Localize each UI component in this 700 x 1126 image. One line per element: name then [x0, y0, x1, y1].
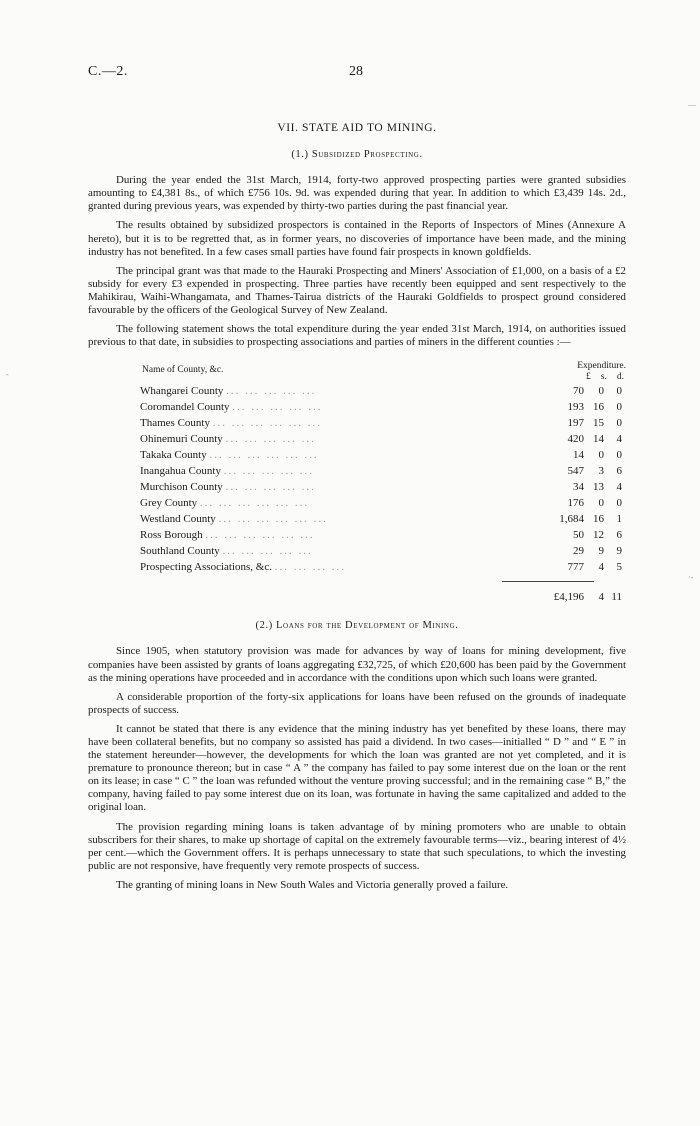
- amount-pounds: 14: [573, 448, 584, 461]
- section-title: VII. STATE AID TO MINING.: [277, 122, 437, 134]
- currency-units: [534, 372, 626, 383]
- amount-pence: 1: [616, 512, 622, 525]
- county-name: Inangahua County: [140, 464, 221, 477]
- amount-pounds: 29: [573, 544, 584, 557]
- subsection-title-loans: (2.) Loans for the Development of Mining.: [255, 620, 459, 632]
- paragraph: The provision regarding mining loans is taken advantage of by mining promoters who are unable to obtain subscribers for their shares, to make up shortage of capital on the extremely favourable terms—viz., bearing interest of 4½ per cent.—which the Government offers. It is perhaps unnecessary to state that such speculations, to which the investing public are not responsive, have frequently very remote prospects of success.: [88, 820, 626, 872]
- table-total-row: [88, 588, 626, 606]
- amount-pounds: 70: [573, 384, 584, 397]
- amount-shillings: 0: [598, 496, 604, 509]
- table-row: [88, 527, 626, 543]
- amount-shillings: 4: [598, 560, 604, 573]
- leader-dots: ... ... ... ... ...: [225, 480, 316, 493]
- leader-dots: ... ... ... ... ...: [226, 384, 317, 397]
- county-name: Westland County: [140, 512, 216, 525]
- amount-pounds: 1,684: [559, 512, 584, 525]
- paragraph: During the year ended the 31st March, 1914, forty-two approved prospecting parties were granted subsidies amounting to £4,381 8s., of which £756 10s. 9d. was expended during that year. In addition to which £3,439 14s. 2d., granted during previous years, was expended by thirty-two parties during the past financial year.: [88, 174, 626, 213]
- table-row: [88, 447, 626, 463]
- amount-shillings: 16: [593, 512, 604, 525]
- column-header-county: Name of County, &c.: [142, 365, 224, 376]
- leader-dots: ... ... ... ... ... ...: [218, 512, 328, 525]
- amount-pence: 0: [616, 384, 622, 397]
- county-name: Whangarei County: [140, 384, 224, 397]
- amount-pence: 0: [616, 400, 622, 413]
- table-row: [88, 479, 626, 495]
- amount-pence: 0: [616, 416, 622, 429]
- page-number: 28: [349, 64, 363, 79]
- unit-shillings: s.: [600, 372, 607, 383]
- amount-shillings: 15: [593, 416, 604, 429]
- amount-pounds: 547: [567, 464, 584, 477]
- table-row: [88, 495, 626, 511]
- amount-pounds: 50: [573, 528, 584, 541]
- amount-shillings: 0: [598, 448, 604, 461]
- paragraph: Since 1905, when statutory provision was made for advances by way of loans for mining development, five companies have been assisted by grants of loans aggregating £32,725, of which £20,600 has been paid by the Government as the mining operations have proceeded and in accordance with the conditions upon which such loans were granted.: [88, 645, 626, 684]
- amount-pence: 6: [616, 464, 622, 477]
- total-rule: [502, 581, 594, 582]
- unit-pounds: £: [586, 372, 591, 383]
- scan-speck: ·-: [688, 573, 694, 582]
- amount-pounds: 777: [567, 560, 584, 573]
- paragraph: A considerable proportion of the forty-six applications for loans have been refused on the grounds of inadequate prospects of success.: [88, 690, 626, 716]
- leader-dots: ... ... ... ...: [274, 560, 346, 573]
- subsection-title-prospecting: (1.) Subsidized Prospecting.: [291, 149, 423, 161]
- amount-shillings: 9: [598, 544, 604, 557]
- leader-dots: ... ... ... ... ...: [232, 400, 323, 413]
- county-name: Coromandel County: [140, 400, 230, 413]
- table-header: [88, 359, 626, 383]
- amount-shillings: 0: [598, 384, 604, 397]
- county-name: Murchison County: [140, 480, 223, 493]
- county-name: Southland County: [140, 544, 220, 557]
- unit-pence: d.: [616, 372, 624, 383]
- column-header-expenditure: [534, 361, 626, 383]
- total-pounds: £4,196: [553, 590, 584, 603]
- leader-dots: ... ... ... ... ... ...: [212, 416, 322, 429]
- amount-pence: 0: [616, 448, 622, 461]
- leader-dots: ... ... ... ... ...: [225, 432, 316, 445]
- table-row: [88, 431, 626, 447]
- leader-dots: ... ... ... ... ...: [223, 464, 314, 477]
- total-shillings: 4: [598, 590, 604, 603]
- paragraph: The results obtained by subsidized prospectors is contained in the Reports of Inspectors of Mines (Annexure A hereto), but it is to be regretted that, as in former years, no discoveries of importance have been made, and the mining industry has not benefited. In a few cases small parties have found fair prospects in known goldfields.: [88, 219, 626, 258]
- total-pence: 11: [611, 590, 622, 603]
- amount-pence: 9: [616, 544, 622, 557]
- leader-dots: ... ... ... ... ...: [222, 544, 313, 557]
- table-row: [88, 383, 626, 399]
- scan-speck: -: [6, 370, 9, 379]
- expenditure-table: [88, 359, 626, 606]
- leader-dots: ... ... ... ... ... ...: [199, 496, 310, 509]
- county-name: Ross Borough: [140, 528, 203, 541]
- table-row: [88, 559, 626, 575]
- table-row: [88, 543, 626, 559]
- amount-pounds: 34: [573, 480, 584, 493]
- table-row: [88, 511, 626, 527]
- amount-shillings: 16: [593, 400, 604, 413]
- amount-shillings: 14: [593, 432, 604, 445]
- amount-shillings: 3: [598, 464, 604, 477]
- county-name: Ohinemuri County: [140, 432, 223, 445]
- county-name: Prospecting Associations, &c.: [140, 560, 272, 573]
- scan-speck: —: [688, 100, 696, 109]
- paragraph: The following statement shows the total expenditure during the year ended 31st March, 1914, on authorities issued previous to that date, in subsidies to prospecting associations and parties of miners in the different counties :—: [88, 323, 626, 349]
- county-name: Takaka County: [140, 448, 207, 461]
- paragraph: The granting of mining loans in New South Wales and Victoria generally proved a failure.: [116, 878, 509, 891]
- amount-pounds: 197: [567, 416, 584, 429]
- leader-dots: ... ... ... ... ... ...: [205, 528, 315, 541]
- amount-pounds: 193: [567, 400, 584, 413]
- paragraph: The principal grant was that made to the Hauraki Prospecting and Miners' Association of £1,000, on a basis of a £2 subsidy for every £3 expended in prospecting. Three parties have recently been equipped and sent respectively to the Mahikirau, Waihi-Whangamata, and Thames-Tairua districts of the Hauraki Goldfields to prospect ground considered favourable by the officers of the Geological Survey of New Zealand.: [88, 264, 626, 317]
- amount-pounds: 420: [567, 432, 584, 445]
- amount-shillings: 12: [593, 528, 604, 541]
- county-name: Grey County: [140, 496, 198, 509]
- amount-pence: 5: [616, 560, 622, 573]
- table-row: [88, 463, 626, 479]
- table-row: [88, 399, 626, 415]
- leader-dots: ... ... ... ... ... ...: [209, 448, 319, 461]
- amount-pence: 6: [616, 528, 622, 541]
- amount-pence: 4: [616, 480, 622, 493]
- amount-pence: 4: [616, 432, 622, 445]
- expenditure-label: Expenditure.: [577, 361, 626, 372]
- page-content: [88, 122, 626, 898]
- amount-pounds: 176: [567, 496, 584, 509]
- table-row: [88, 415, 626, 431]
- document-reference: C.—2.: [88, 64, 128, 79]
- paragraph: It cannot be stated that there is any evidence that the mining industry has yet benefited by these loans, there may have been collateral benefits, but no company so assisted has paid a dividend. In two cases—initialled “ D ” and “ E ” in the statement hereunder—however, the developments for which the loan was granted are not yet completed, and it is premature to pronounce thereon; but in case “ A ” the company has failed to pay some interest due on the loan or the rent on its lease; in case “ C ” the loan was refunded without the venture proving successful; and in the remaining case “ B,” the company, having failed to pay some interest due on its loan, was fortunate in having the same capitalized and added to the original loan.: [88, 722, 626, 814]
- amount-pence: 0: [616, 496, 622, 509]
- county-name: Thames County: [140, 416, 210, 429]
- amount-shillings: 13: [593, 480, 604, 493]
